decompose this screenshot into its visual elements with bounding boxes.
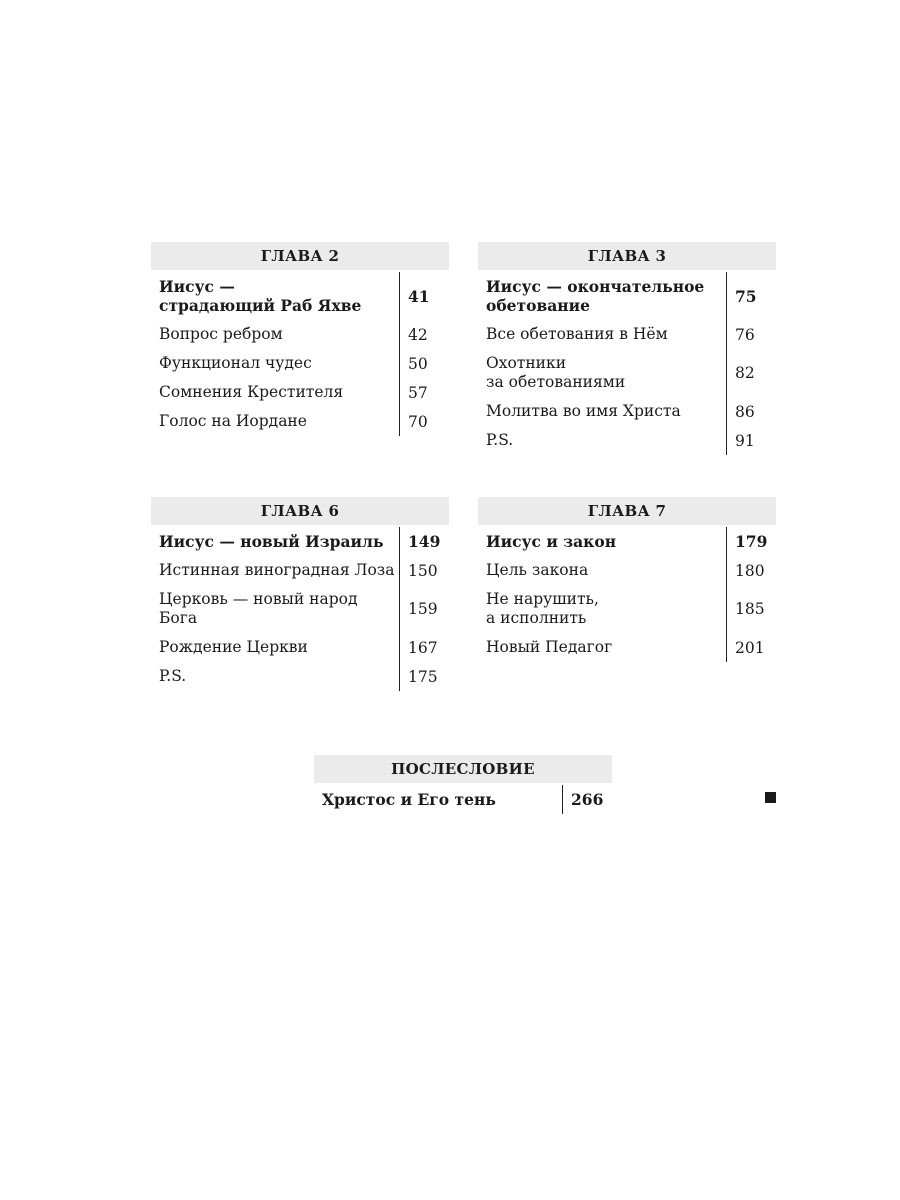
toc-entry: [151, 633, 449, 662]
toc-chapter-2: [151, 242, 449, 436]
entry-page: 91: [726, 426, 776, 455]
toc-entries: [151, 525, 449, 691]
end-mark-square-icon: [765, 792, 776, 803]
toc-entry: [478, 585, 776, 633]
entry-page: 75: [726, 272, 776, 320]
toc-entry: [478, 633, 776, 662]
entry-title: Функционал чудес: [159, 354, 312, 372]
entry-title: Молитва во имя Христа: [486, 402, 681, 420]
toc-chapter-6: [151, 497, 449, 691]
entry-page: 41: [399, 272, 449, 320]
entry-title: Церковь — новый народ Бога: [159, 590, 358, 627]
entry-title: Рождение Церкви: [159, 638, 308, 656]
toc-entry: [478, 349, 776, 397]
toc-entries: [151, 270, 449, 436]
entry-title: Новый Педагог: [486, 638, 613, 656]
entry-title: Вопрос ребром: [159, 325, 283, 343]
entry-page: 149: [399, 527, 449, 556]
entry-title: Христос и Его тень: [322, 790, 496, 809]
toc-entry: [478, 556, 776, 585]
entry-page: 50: [399, 349, 449, 378]
entry-title: Истинная виноградная Лоза: [159, 561, 395, 579]
entry-title: Все обетования в Нём: [486, 325, 668, 343]
toc-entry: [478, 527, 776, 556]
entry-title: Цель закона: [486, 561, 589, 579]
toc-entry: [151, 556, 449, 585]
entry-title: Охотники за обетованиями: [486, 354, 626, 391]
entry-page: 167: [399, 633, 449, 662]
toc-entry: [478, 320, 776, 349]
toc-entry: [151, 585, 449, 633]
entry-title: Иисус — новый Израиль: [159, 532, 384, 551]
toc-entry: [151, 378, 449, 407]
entry-page: 266: [562, 785, 612, 814]
entry-title: Не нарушить, а исполнить: [486, 590, 599, 627]
toc-entry: [151, 527, 449, 556]
entry-page: 82: [726, 349, 776, 397]
entry-page: 86: [726, 397, 776, 426]
toc-entry: [151, 320, 449, 349]
entry-title: Иисус и закон: [486, 532, 617, 551]
toc-chapter-3: [478, 242, 776, 455]
afterword-heading: ПОСЛЕСЛОВИЕ: [314, 755, 612, 783]
entry-title: Голос на Иордане: [159, 412, 307, 430]
entry-page: 57: [399, 378, 449, 407]
toc-entry: [314, 785, 612, 814]
toc-entry: [478, 397, 776, 426]
chapter-heading: ГЛАВА 6: [151, 497, 449, 525]
chapter-heading: ГЛАВА 3: [478, 242, 776, 270]
entry-title: Иисус — страдающий Раб Яхве: [159, 277, 362, 315]
toc-entry: [151, 662, 449, 691]
entry-page: 76: [726, 320, 776, 349]
entry-page: 201: [726, 633, 776, 662]
toc-entries: [314, 783, 612, 814]
toc-entries: [478, 525, 776, 662]
toc-afterword: [314, 755, 612, 814]
entry-page: 175: [399, 662, 449, 691]
toc-entry: [151, 272, 449, 320]
entry-page: 180: [726, 556, 776, 585]
entry-page: 185: [726, 585, 776, 633]
entry-page: 70: [399, 407, 449, 436]
toc-entry: [151, 407, 449, 436]
entry-page: 150: [399, 556, 449, 585]
toc-entry: [151, 349, 449, 378]
chapter-heading: ГЛАВА 2: [151, 242, 449, 270]
entry-page: 42: [399, 320, 449, 349]
toc-entries: [478, 270, 776, 455]
chapter-heading: ГЛАВА 7: [478, 497, 776, 525]
toc-chapter-7: [478, 497, 776, 662]
toc-entry: [478, 426, 776, 455]
entry-page: 159: [399, 585, 449, 633]
entry-title: P.S.: [159, 667, 187, 685]
entry-page: 179: [726, 527, 776, 556]
toc-entry: [478, 272, 776, 320]
entry-title: P.S.: [486, 431, 514, 449]
entry-title: Иисус — окончательное обетование: [486, 277, 705, 315]
entry-title: Сомнения Крестителя: [159, 383, 344, 401]
